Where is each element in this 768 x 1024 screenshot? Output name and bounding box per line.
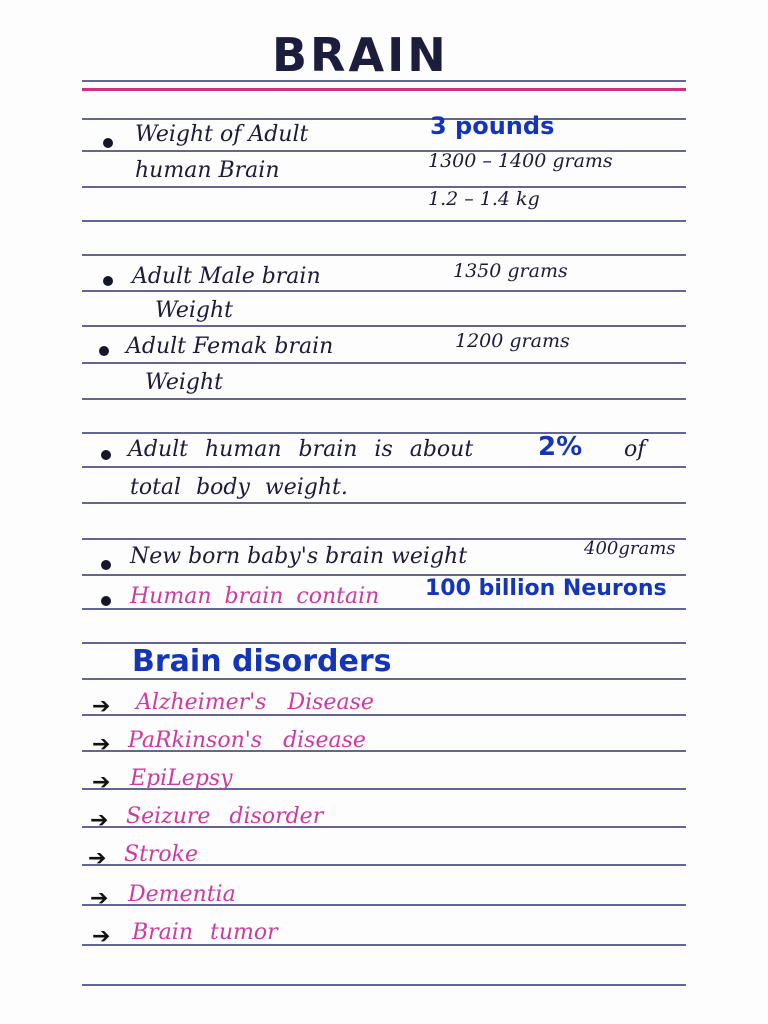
- ruled-line: [82, 466, 686, 468]
- bullet-icon: [103, 276, 113, 286]
- ruled-line: [82, 398, 686, 400]
- male-value: 1350 grams: [453, 260, 568, 282]
- ruled-line: [82, 186, 686, 188]
- male-label-line1: Adult Male brain: [132, 264, 321, 289]
- neurons-label: Human brain contain: [130, 584, 380, 609]
- disorder-item: Stroke: [124, 842, 199, 867]
- bullet-icon: [101, 450, 111, 460]
- ruled-line: [82, 118, 686, 120]
- male-label-line2: Weight: [155, 298, 233, 323]
- female-value: 1200 grams: [455, 330, 570, 352]
- ruled-line: [82, 432, 686, 434]
- disorder-item: PaRkinson's disease: [128, 728, 366, 753]
- weight-pounds: 3 pounds: [430, 112, 555, 140]
- bullet-icon: [99, 346, 109, 356]
- right-arrow-icon: ➔: [92, 924, 111, 949]
- disorder-item: Seizure disorder: [126, 804, 324, 829]
- page-title: BRAIN: [272, 28, 449, 82]
- bullet-icon: [103, 138, 113, 148]
- weight-label-line2: human Brain: [135, 158, 280, 183]
- bullet-icon: [101, 596, 111, 606]
- ruled-line: [82, 220, 686, 222]
- right-arrow-icon: ➔: [92, 732, 111, 757]
- right-arrow-icon: ➔: [92, 770, 111, 795]
- ruled-line: [82, 984, 686, 986]
- right-arrow-icon: ➔: [88, 846, 107, 871]
- newborn-value: 400grams: [584, 538, 676, 559]
- bullet-icon: [101, 560, 111, 570]
- ruled-line: [82, 325, 686, 327]
- female-label-line2: Weight: [145, 370, 223, 395]
- disorder-item: EpiLepsy: [130, 766, 233, 791]
- header-rule: [82, 88, 686, 91]
- percent-text-start: Adult human brain is about: [128, 437, 474, 462]
- neurons-highlight: 100 billion Neurons: [425, 576, 667, 601]
- weight-label-line1: Weight of Adult: [135, 122, 309, 147]
- weight-grams: 1300 – 1400 grams: [428, 150, 613, 172]
- percent-text-end: of: [624, 437, 646, 462]
- female-label-line1: Adult Femak brain: [126, 334, 334, 359]
- ruled-line: [82, 254, 686, 256]
- ruled-line: [82, 502, 686, 504]
- right-arrow-icon: ➔: [90, 886, 109, 911]
- newborn-label: New born baby's brain weight: [130, 544, 468, 569]
- weight-kg: 1.2 – 1.4 kg: [428, 188, 540, 210]
- right-arrow-icon: ➔: [90, 808, 109, 833]
- percent-highlight: 2%: [538, 432, 583, 462]
- percent-line2: total body weight.: [130, 475, 348, 500]
- right-arrow-icon: ➔: [92, 694, 111, 719]
- ruled-line: [82, 290, 686, 292]
- ruled-line: [82, 362, 686, 364]
- disorders-heading: Brain disorders: [132, 644, 392, 679]
- disorder-item: Alzheimer's Disease: [136, 690, 374, 715]
- disorder-item: Dementia: [128, 882, 236, 907]
- disorder-item: Brain tumor: [132, 920, 278, 945]
